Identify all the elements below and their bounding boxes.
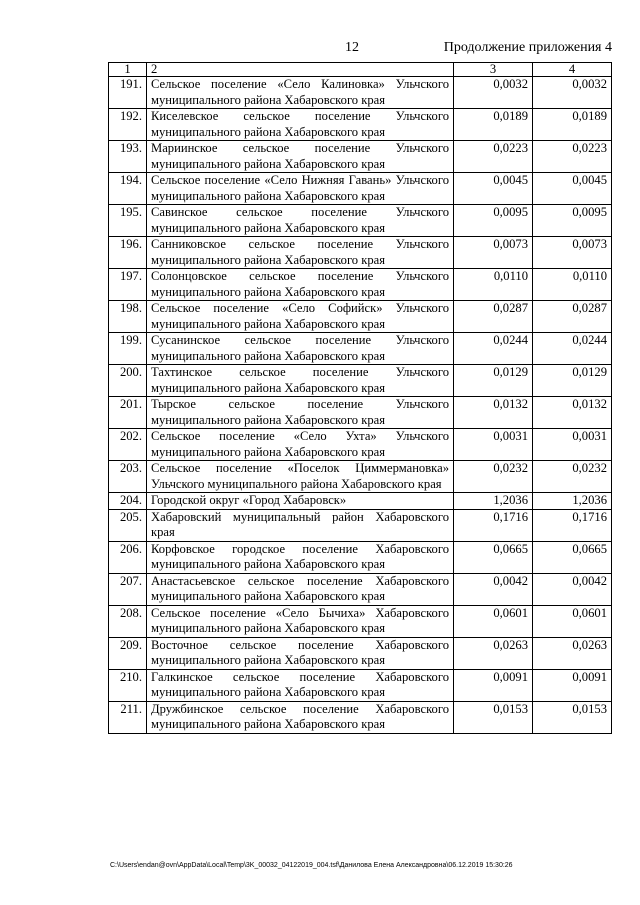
value-col4: 0,0153 — [533, 701, 612, 733]
table-row — [109, 173, 612, 205]
value-col4: 0,0189 — [533, 109, 612, 141]
table-row — [109, 669, 612, 701]
row-number: 208. — [109, 605, 147, 637]
value-col4: 0,0244 — [533, 333, 612, 365]
municipality-name: Сусанинское сельское поселение Ульчского муниципального района Хабаровского края — [147, 333, 454, 365]
continuation-heading: Продолжение приложения 4 — [443, 40, 612, 55]
value-col3: 0,0223 — [454, 141, 533, 173]
value-col3: 0,0129 — [454, 365, 533, 397]
row-number: 191. — [109, 77, 147, 109]
row-number: 192. — [109, 109, 147, 141]
table-row — [109, 141, 612, 173]
municipality-name: Галкинское сельское поселение Хабаровского муниципального района Хабаровского края — [147, 669, 454, 701]
row-number: 201. — [109, 397, 147, 429]
value-col4: 0,0132 — [533, 397, 612, 429]
value-col3: 0,0665 — [454, 541, 533, 573]
municipality-name: Мариинское сельское поселение Ульчского муниципального района Хабаровского края — [147, 141, 454, 173]
municipality-name: Сельское поселение «Село Софийск» Ульчского муниципального района Хабаровского края — [147, 301, 454, 333]
table-row — [109, 237, 612, 269]
municipality-name: Восточное сельское поселение Хабаровского муниципального района Хабаровского края — [147, 637, 454, 669]
table-row — [109, 493, 612, 510]
value-col4: 0,0032 — [533, 77, 612, 109]
table-row — [109, 205, 612, 237]
value-col4: 0,0263 — [533, 637, 612, 669]
table-row — [109, 429, 612, 461]
value-col4: 0,0095 — [533, 205, 612, 237]
row-number: 211. — [109, 701, 147, 733]
table-row — [109, 573, 612, 605]
row-number: 194. — [109, 173, 147, 205]
table-row — [109, 509, 612, 541]
municipality-name: Сельское поселение «Село Ухта» Ульчского муниципального района Хабаровского края — [147, 429, 454, 461]
value-col4: 0,0073 — [533, 237, 612, 269]
municipality-name: Санниковское сельское поселение Ульчского муниципального района Хабаровского края — [147, 237, 454, 269]
document-path-footer: C:\Users\endan@ovn\AppData\Local\Temp\3K_00032_04122019_004.tsf\Данилова Елена Александровна\06.12.2019 15:30:26 — [110, 862, 513, 869]
value-col4: 0,0232 — [533, 461, 612, 493]
table-row — [109, 541, 612, 573]
table-row — [109, 605, 612, 637]
value-col3: 0,0189 — [454, 109, 533, 141]
table-row — [109, 269, 612, 301]
row-number: 197. — [109, 269, 147, 301]
value-col4: 0,0042 — [533, 573, 612, 605]
row-number: 204. — [109, 493, 147, 510]
table-row — [109, 461, 612, 493]
municipality-name: Анастасьевское сельское поселение Хабаровского муниципального района Хабаровского края — [147, 573, 454, 605]
municipality-name: Сельское поселение «Село Бычиха» Хабаровского муниципального района Хабаровского края — [147, 605, 454, 637]
municipality-name: Хабаровский муниципальный район Хабаровского края — [147, 509, 454, 541]
row-number: 196. — [109, 237, 147, 269]
value-col4: 0,0223 — [533, 141, 612, 173]
municipality-name: Савинское сельское поселение Ульчского муниципального района Хабаровского края — [147, 205, 454, 237]
municipality-name: Корфовское городское поселение Хабаровского муниципального района Хабаровского края — [147, 541, 454, 573]
row-number: 198. — [109, 301, 147, 333]
row-number: 205. — [109, 509, 147, 541]
row-number: 193. — [109, 141, 147, 173]
municipality-name: Дружбинское сельское поселение Хабаровского муниципального района Хабаровского края — [147, 701, 454, 733]
table-row — [109, 397, 612, 429]
value-col4: 0,0665 — [533, 541, 612, 573]
municipality-name: Городской округ «Город Хабаровск» — [147, 493, 454, 510]
row-number: 195. — [109, 205, 147, 237]
value-col3: 0,0601 — [454, 605, 533, 637]
value-col4: 1,2036 — [533, 493, 612, 510]
value-col3: 0,0045 — [454, 173, 533, 205]
value-col4: 0,0091 — [533, 669, 612, 701]
value-col4: 0,0031 — [533, 429, 612, 461]
value-col3: 0,0042 — [454, 573, 533, 605]
municipality-name: Тырское сельское поселение Ульчского муниципального района Хабаровского края — [147, 397, 454, 429]
allocation-table — [108, 62, 612, 734]
column-header: 1 — [109, 63, 147, 77]
value-col3: 0,0031 — [454, 429, 533, 461]
column-header: 3 — [454, 63, 533, 77]
value-col3: 1,2036 — [454, 493, 533, 510]
value-col3: 0,0032 — [454, 77, 533, 109]
value-col4: 0,0045 — [533, 173, 612, 205]
value-col3: 0,0244 — [454, 333, 533, 365]
table-header-row — [109, 63, 612, 77]
value-col3: 0,0132 — [454, 397, 533, 429]
value-col3: 0,0287 — [454, 301, 533, 333]
value-col4: 0,0110 — [533, 269, 612, 301]
table-row — [109, 365, 612, 397]
value-col3: 0,1716 — [454, 509, 533, 541]
row-number: 210. — [109, 669, 147, 701]
row-number: 203. — [109, 461, 147, 493]
table-row — [109, 77, 612, 109]
value-col3: 0,0153 — [454, 701, 533, 733]
page-number: 12 — [345, 40, 359, 55]
value-col3: 0,0232 — [454, 461, 533, 493]
row-number: 209. — [109, 637, 147, 669]
value-col3: 0,0263 — [454, 637, 533, 669]
column-header: 4 — [533, 63, 612, 77]
table-row — [109, 701, 612, 733]
column-header: 2 — [147, 63, 454, 77]
municipality-name: Сельское поселение «Село Калиновка» Ульчского муниципального района Хабаровского края — [147, 77, 454, 109]
value-col4: 0,1716 — [533, 509, 612, 541]
municipality-name: Сельское поселение «Село Нижняя Гавань» Ульчского муниципального района Хабаровского края — [147, 173, 454, 205]
value-col3: 0,0110 — [454, 269, 533, 301]
municipality-name: Киселевское сельское поселение Ульчского муниципального района Хабаровского края — [147, 109, 454, 141]
municipality-name: Тахтинское сельское поселение Ульчского муниципального района Хабаровского края — [147, 365, 454, 397]
value-col4: 0,0129 — [533, 365, 612, 397]
table-row — [109, 109, 612, 141]
value-col3: 0,0073 — [454, 237, 533, 269]
table-row — [109, 637, 612, 669]
value-col3: 0,0095 — [454, 205, 533, 237]
value-col4: 0,0287 — [533, 301, 612, 333]
row-number: 206. — [109, 541, 147, 573]
row-number: 207. — [109, 573, 147, 605]
table-row — [109, 333, 612, 365]
municipality-name: Сельское поселение «Поселок Циммермановка» Ульчского муниципального района Хабаровского края — [147, 461, 454, 493]
row-number: 202. — [109, 429, 147, 461]
value-col4: 0,0601 — [533, 605, 612, 637]
row-number: 200. — [109, 365, 147, 397]
value-col3: 0,0091 — [454, 669, 533, 701]
table-row — [109, 301, 612, 333]
row-number: 199. — [109, 333, 147, 365]
municipality-name: Солонцовское сельское поселение Ульчского муниципального района Хабаровского края — [147, 269, 454, 301]
